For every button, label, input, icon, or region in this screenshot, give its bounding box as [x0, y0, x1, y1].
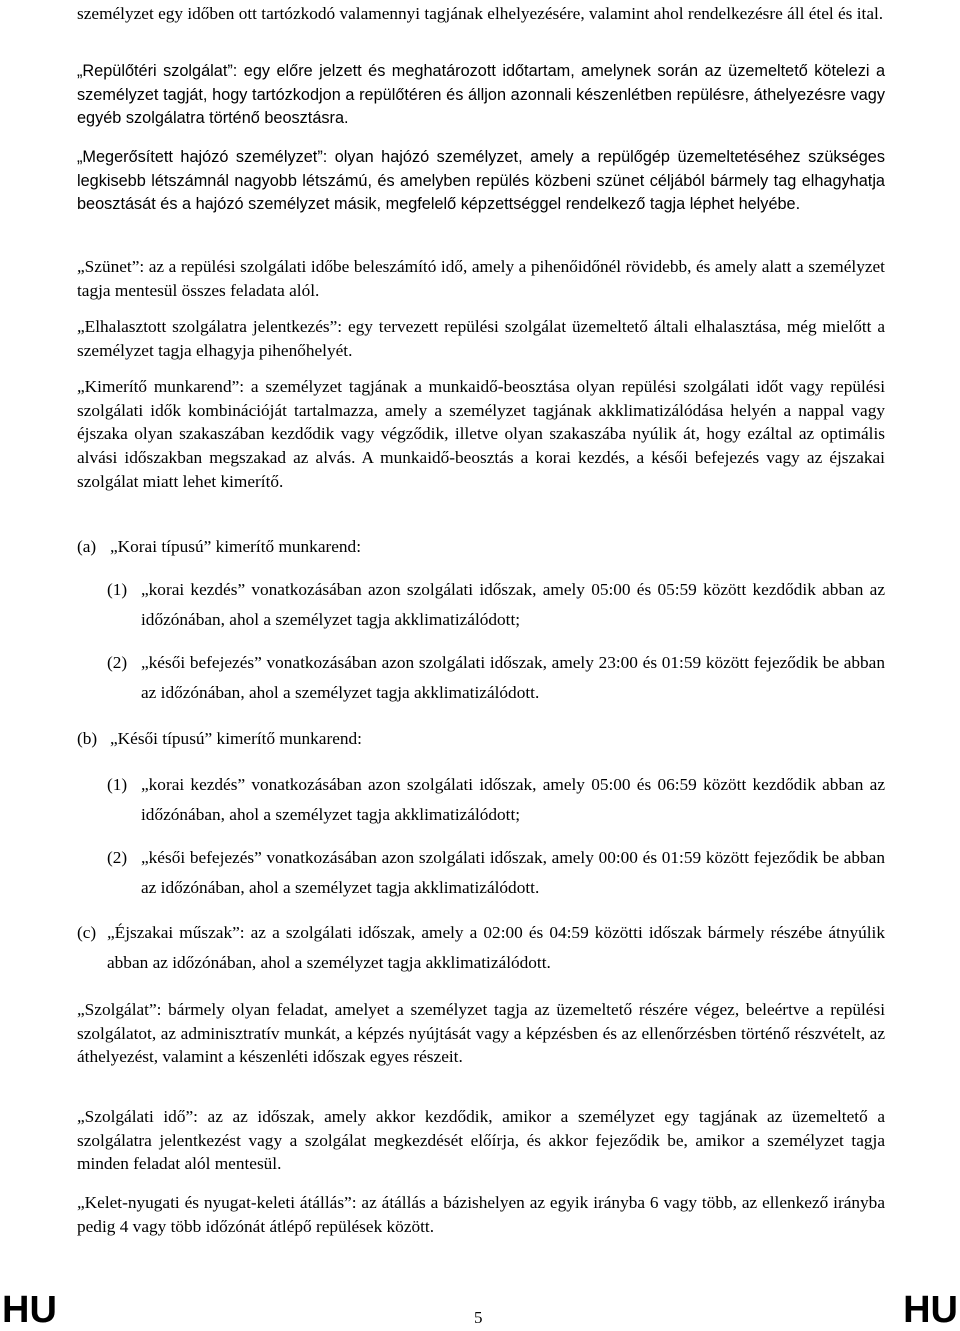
- section-c: [77, 918, 885, 978]
- section-a-item-2-text: „késői befejezés” vonatkozásában azon szolgálati időszak, amely 23:00 és 01:59 között fejeződik be abban az időzónában, ahol a személyzet tagja akklimatizálódott.: [141, 653, 885, 702]
- section-c-label: (c): [77, 923, 97, 942]
- section-b-heading: [77, 727, 362, 751]
- section-a-item-2: [107, 648, 885, 708]
- section-b-item-1: [107, 770, 885, 830]
- paragraph-duty-period: „Szolgálati idő”: az az időszak, amely akkor kezdődik, amikor a személyzet egy tagjának az üzemeltető a szolgálatra jelentkezést vagy a szolgálat megkezdését előírja, és akkor fejeződik be, amikor a személyzet tagja minden feladat alól mentesül.: [77, 1107, 885, 1174]
- section-b-item-1-text: „korai kezdés” vonatkozásában azon szolgálati időszak, amely 05:00 és 06:59 között kezdődik abban az időzónában, ahol a személyzet tagja akklimatizálódott;: [141, 775, 885, 824]
- section-b-item-2-text: „késői befejezés” vonatkozásában azon szolgálati időszak, amely 00:00 és 01:59 között fejeződik be abban az időzónában, ahol a személyzet tagja akklimatizálódott.: [141, 848, 885, 897]
- paragraph-augmented-crew: „Megerősített hajózó személyzet”: olyan hajózó személyzet, amely a repülőgép üzemeltetéséhez szükséges legkisebb létszámnál nagyobb létszámú, és amelyben repülés közbeni szünet céljából bármely tag elhagyhatja beosztását és a hajózó személyzet másik, megfelelő képzettséggel rendelkező tagja léphet helyébe.: [77, 148, 885, 214]
- paragraph-break: „Szünet”: az a repülési szolgálati időbe beleszámító idő, amely a pihenőidőnél rövidebb, és amely alatt a személyzet tagja mentesül összes feladata alól.: [77, 257, 885, 300]
- paragraph-accommodation-end: személyzet egy időben ott tartózkodó valamennyi tagjának elhelyezésére, valamint ahol rendelkezésre áll étel és ital.: [77, 4, 884, 23]
- paragraph-delayed-reporting: „Elhalasztott szolgálatra jelentkezés”: egy tervezett repülési szolgálat üzemeltető általi elhalasztása, még mielőtt a személyzet tagja elhagyja pihenőhelyét.: [77, 317, 885, 360]
- footer-country-code-left: HU: [2, 1289, 57, 1331]
- section-a-label: (a): [77, 537, 97, 556]
- paragraph-airport-standby: „Repülőtéri szolgálat”: egy előre jelzett és meghatározott időtartam, amelynek során az üzemeltető kötelezi a személyzet tagját, hogy tartózkodjon a repülőtéren és álljon azonnali készenlétben repülésre, áthelyezésre vagy egyéb szolgálatra történő beosztásra.: [77, 62, 885, 128]
- footer-country-code-right: HU: [903, 1289, 958, 1331]
- section-a-heading: [77, 535, 361, 559]
- section-a-item-1: [107, 575, 885, 635]
- section-b-label: (b): [77, 729, 98, 748]
- section-b-item-2: [107, 843, 885, 903]
- section-a-title: „Korai típusú” kimerítő munkarend:: [110, 537, 361, 556]
- paragraph-disruptive-schedule: „Kimerítő munkarend”: a személyzet tagjának a munkaidő-beosztása olyan repülési szolgálati időt vagy repülési szolgálati idők kombinációját tartalmazza, amely a személyzet tagjának akklimatizálódása helyén a nappal vagy éjszaka olyan szakaszában kezdődik vagy végződik, illetve olyan szakaszába nyúlik át, hogy ezáltal az optimális alvási időszakban megszakad az alvás. A munkaidő-beosztás a korai kezdés, a késői befejezés vagy az éjszakai szolgálat miatt lehet kimerítő.: [77, 377, 885, 491]
- section-c-text: „Éjszakai műszak”: az a szolgálati időszak, amely a 02:00 és 04:59 közötti időszak bármely részébe átnyúlik abban az időzónában, ahol a személyzet tagja akklimatizálódott.: [107, 923, 885, 972]
- section-a-item-2-number: (2): [107, 653, 128, 672]
- paragraph-rotation: „Kelet-nyugati és nyugat-keleti átállás”: az átállás a bázishelyen az egyik irányba 6 vagy több, az ellenkező irányba pedig 4 vagy több időzónát átlépő repülések között.: [77, 1193, 885, 1236]
- page-number: 5: [474, 1308, 483, 1327]
- section-b-item-1-number: (1): [107, 775, 128, 794]
- section-a-item-1-text: „korai kezdés” vonatkozásában azon szolgálati időszak, amely 05:00 és 05:59 között kezdődik abban az időzónában, ahol a személyzet tagja akklimatizálódott;: [141, 580, 885, 629]
- paragraph-duty: „Szolgálat”: bármely olyan feladat, amelyet a személyzet tagja az üzemeltető részére végez, beleértve a repülési szolgálatot, az adminisztratív munkát, a képzés nyújtását vagy a képzésben és az ellenőrzésben történő részvételt, az áthelyezést, valamint a készenléti időszak egyes részeit.: [77, 1000, 885, 1067]
- section-a-item-1-number: (1): [107, 580, 128, 599]
- section-b-title: „Késői típusú” kimerítő munkarend:: [110, 729, 362, 748]
- section-b-item-2-number: (2): [107, 848, 128, 867]
